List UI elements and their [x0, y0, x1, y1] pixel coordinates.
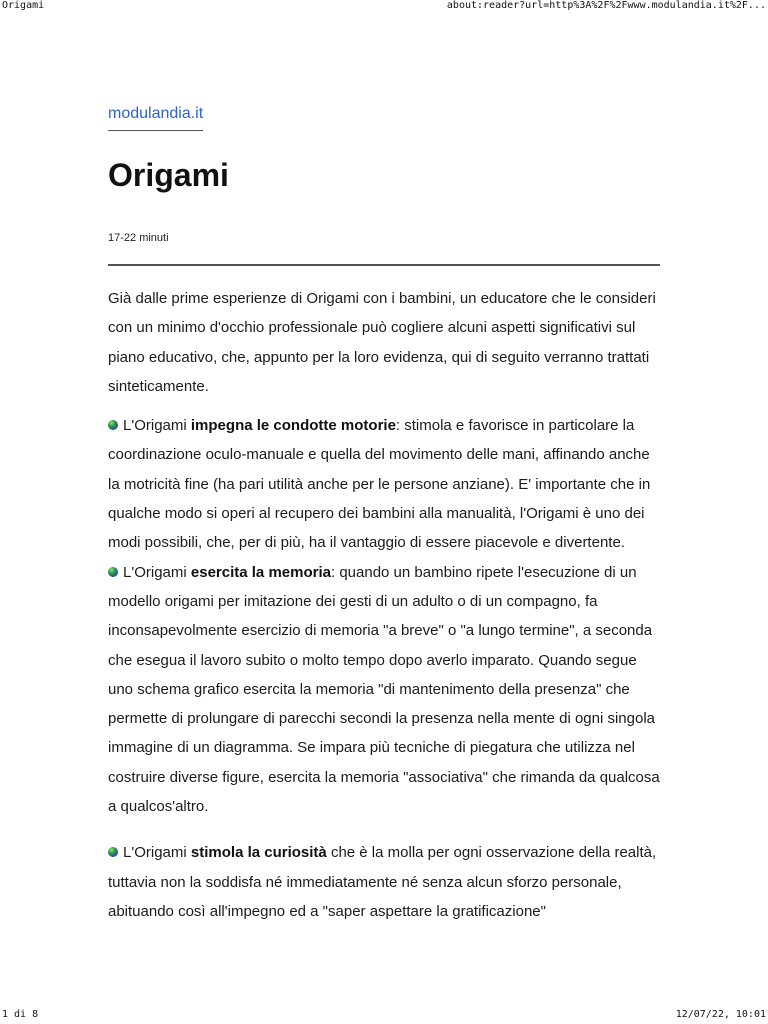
point-paragraph-motor: [108, 411, 660, 557]
point-heading: esercita la memoria: [190, 563, 331, 581]
print-header: [0, 0, 768, 14]
point-text: che è la molla per ogni osservazione della realtà, tuttavia non la soddisfa né immediatamente né senza alcun sforzo personale, abituando così all'impegno ed a "saper aspettare la gratificazione": [108, 844, 657, 920]
article-title: Origami: [108, 157, 229, 193]
reading-time: 17-22 minuti: [108, 232, 169, 244]
point-lead: L'Origami: [123, 417, 191, 435]
globe-bullet-icon: [108, 567, 118, 577]
point-heading: impegna le condotte motorie: [190, 417, 396, 435]
point-paragraph-curiosity: [108, 838, 660, 926]
site-link[interactable]: modulandia.it: [108, 104, 203, 131]
point-lead: L'Origami: [123, 844, 191, 862]
point-text: : quando un bambino ripete l'esecuzione di un modello origami per imitazione dei gesti di un adulto o di un compagno, fa inconsapevolmente esercizio di memoria "a breve" o "a lungo termine", a seconda che esegua il lavoro subito o molto tempo dopo averlo imparato. Quando segue uno schema grafico esercita la memoria "di mantenimento della presenza" che permette di prolungare di parecchi secondi la presenza nella mente di ogni singola immagine di un diagramma. Se impara più tecniche di piegatura che utilizza nel costruire diverse figure, esercita la memoria "associativa" che rimanda da qualcosa a qualcos'altro.: [108, 563, 660, 816]
intro-paragraph: Già dalle prime esperienze di Origami con i bambini, un educatore che le consideri con un minimo d'occhio professionale può cogliere alcuni aspetti significativi sul piano educativo, che, appunto per la loro evidenza, qui di seguito verranno trattati sinteticamente.: [108, 290, 656, 395]
point-heading: stimola la curiosità: [190, 844, 327, 862]
header-divider: [108, 264, 660, 266]
print-footer: [0, 1009, 768, 1023]
reader-article: [108, 104, 660, 926]
page-counter: 1 di 8: [2, 1009, 39, 1020]
print-header-title: Origami: [2, 0, 45, 11]
print-header-url: about:reader?url=http%3A%2F%2Fwww.modulandia.it%2F...: [446, 0, 766, 11]
point-text: : stimola e favorisce in particolare la coordinazione oculo-manuale e quella del movimento delle mani, affinando anche la motricità fine (ha pari utilità anche per le persone anziane). E' importante che in qualche modo si operi al recupero dei bambini alla manualità, l'Origami è uno dei modi possibili, che, per di più, ha il vantaggio di essere piacevole e divertente.: [108, 417, 651, 552]
point-lead: L'Origami: [123, 563, 191, 581]
globe-bullet-icon: [108, 847, 118, 857]
point-paragraph-memory: [108, 558, 660, 822]
globe-bullet-icon: [108, 420, 118, 430]
print-timestamp: 12/07/22, 10:01: [675, 1009, 766, 1020]
